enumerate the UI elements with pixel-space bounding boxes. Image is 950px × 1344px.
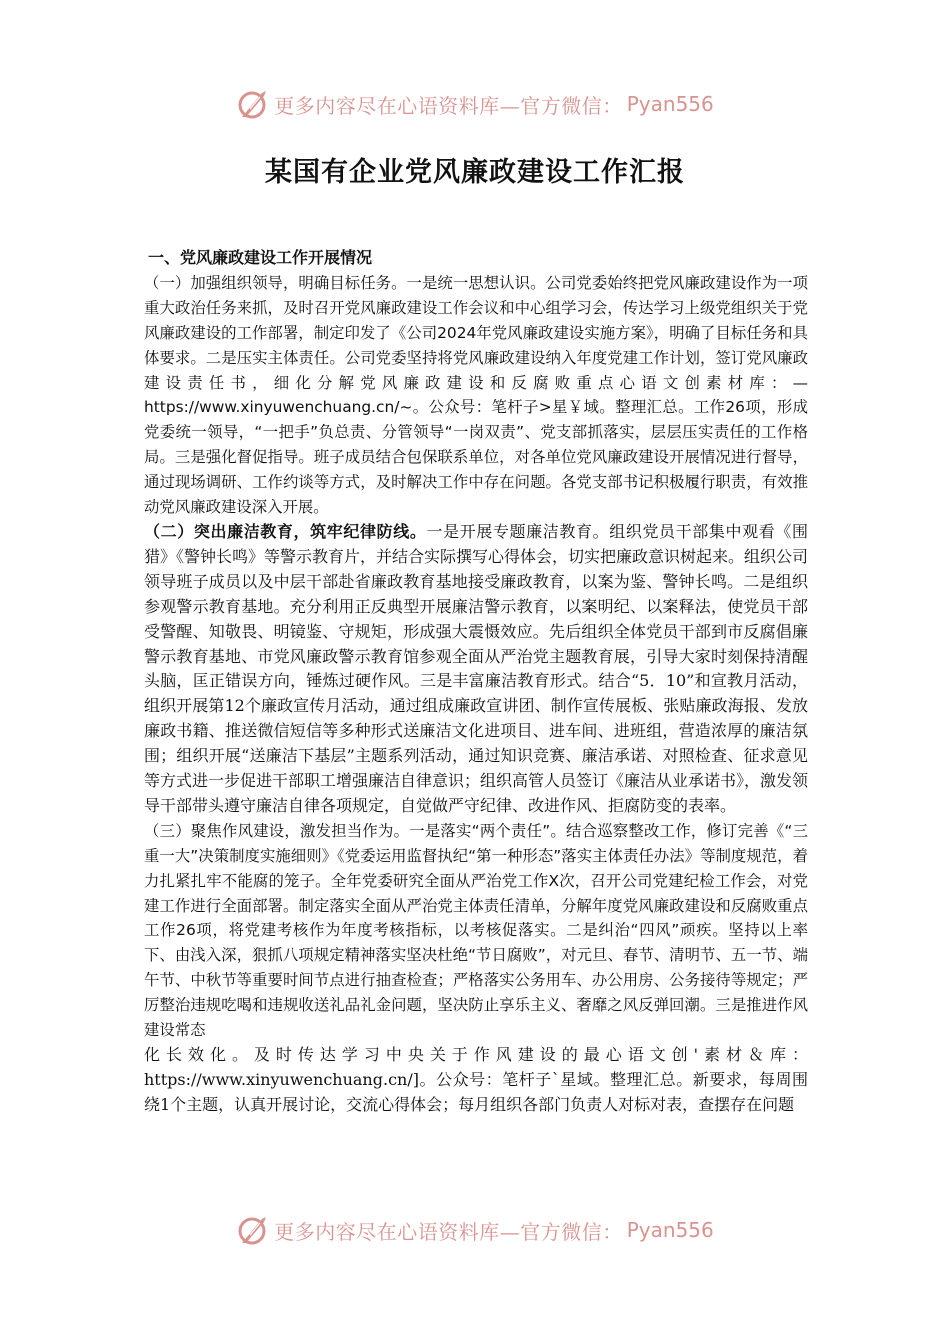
section-heading: 一、党风廉政建设工作开展情况: [148, 248, 373, 267]
quill-logo-icon: [236, 1213, 270, 1247]
paragraph-work-style-continued: 化长效化。及时传达学习中央关于作风建设的最心语文创'素材＆库：https://www.xinyuwenchuang.cn/]。公众号：笔杆子`星域。整理汇总。新要求，每周围绕1个主题，认真开展讨论，交流心得体会；每月组织各部门负责人对标对表，查摆存在问题: [144, 1045, 808, 1114]
document-title: 某国有企业党风廉政建设工作汇报: [265, 157, 685, 188]
paragraph-integrity-education: [144, 520, 808, 819]
paragraph-text: 一是开展专题廉洁教育。组织党员干部集中观看《围猎》《警钟长鸣》等警示教育片，并结合实际撰写心得体会，切实把廉政意识树起来。组织公司领导班子成员以及中层干部赴省廉政教育基地接受廉政教育，以案为鉴、警钟长鸣。二是组织参观警示教育基地。充分利用正反典型开展廉洁警示教育，以案明纪、以案释法，使党员干部受警醒、知敬畏、明镜鉴、守规矩，形成强大震慑效应。先后组织全体党员干部到市反腐倡廉警示教育基地、市党风廉政警示教育馆参观全面从严治党主题教育展，引导大家时刻保持清醒头脑，匡正错误方向，锤炼过硬作风。三是丰富廉洁教育形式。结合“5．10”和宣教月活动，组织开展第12个廉政宣传月活动，通过组成廉政宣讲团、制作宣传展板、张贴廉政海报、发放廉政书籍、推送微信短信等多种形式送廉洁文化进项目、进车间、进班组，营造浓厚的廉洁氛围；组织开展“送廉洁下基层”主题系列活动，通过知识竞赛、廉洁承诺、对照检查、征求意见等方式进一步促进干部职工增强廉洁自律意识；组织高管人员签订《廉洁从业承诺书》，激发领导干部带头遵守廉洁自律各项规定，自觉做严守纪律、改进作风、拒腐防变的表率。: [144, 521, 809, 815]
paragraph-lead: （二）突出廉洁教育，筑牢纪律防线。: [144, 521, 427, 541]
watermark-banner-bottom: [0, 1210, 950, 1250]
watermark-handle: Pyan556: [626, 92, 714, 116]
watermark-text: 更多内容尽在心语资料库—官方微信：: [274, 1219, 623, 1244]
watermark-text: 更多内容尽在心语资料库—官方微信：: [274, 93, 623, 118]
paragraph-organization-leadership: （一）加强组织领导，明确目标任务。一是统一思想认识。公司党委始终把党风廉政建设作为一项重大政治任务来抓，及时召开党风廉政建设工作会议和中心组学习会，传达学习上级党组织关于党风廉政建设的工作部署，制定印发了《公司2024年党风廉政建设实施方案》，明确了目标任务和具体要求。二是压实主体责任。公司党委坚持将党风廉政建设纳入年度党建工作计划，签订党风廉政建设责任书，细化分解党风廉政建设和反腐败重点心语文创素材库：—https://www.xinyuwenchuang.cn/~。公众号：笔杆子>星￥域。整理汇总。工作26项，形成党委统一领导，“一把手”负总责、分管领导“一岗双责”、党支部抓落实，层层压实责任的工作格局。三是强化督促指导。班子成员结合包保联系单位，对各单位党风廉政建设开展情况进行督导，通过现场调研、工作约谈等方式，及时解决工作中存在问题。各党支部书记积极履行职责，有效推动党风廉政建设深入开展。: [144, 273, 808, 517]
quill-logo-icon: [236, 87, 270, 121]
watermark-banner-top: [0, 84, 950, 124]
watermark-handle: Pyan556: [626, 1218, 714, 1242]
document-body: [144, 246, 808, 1118]
paragraph-work-style: （三）聚焦作风建设，激发担当作为。一是落实“两个责任”。结合巡察整改工作，修订完善《“三重一大”决策制度实施细则》《党委运用监督执纪“第一种形态”落实主体责任办法》等制度规范，着力扎紧扎牢不能腐的笼子。全年党委研究全面从严治党工作X次，召开公司党建纪检工作会，对党建工作进行全面部署。制定落实全面从严治党主体责任清单，分解年度党风廉政建设和反腐败重点工作26项，将党建考核作为年度考核指标，以考核促落实。二是纠治“四风”顽疾。坚持以上率下、由浅入深，狠抓八项规定精神落实坚决杜绝“节日腐败”，对元旦、春节、清明节、五一节、端午节、中秋节等重要时间节点进行抽查检查；严格落实公务用车、办公用房、公务接待等规定；严厉整治违规吃喝和违规收送礼品礼金问题，坚决防止享乐主义、奢靡之风反弹回潮。三是推进作风建设常态: [144, 821, 808, 1040]
